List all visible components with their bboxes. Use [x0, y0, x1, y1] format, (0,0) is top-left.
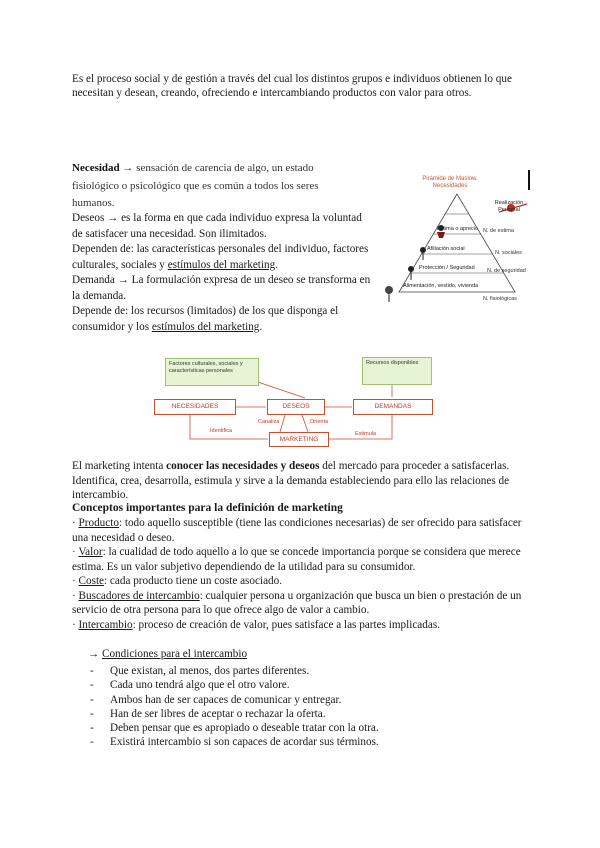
conceptos-heading: Conceptos importantes para la definición de marketing — [72, 502, 343, 514]
maslow-pyramid-image — [379, 168, 535, 308]
list-item: - Existirá intercambio si son capaces de acordar sus términos. — [80, 735, 520, 749]
arrow-icon: → — [117, 274, 129, 286]
necesidad-term: Necesidad — [72, 162, 120, 174]
pyramid-title: Pirámide de Maslow. Necesidades — [422, 176, 478, 189]
demanda-block — [72, 273, 372, 335]
necesidades-box: NECESIDADES — [154, 399, 236, 415]
list-item: - Han de ser libres de aceptar o rechazar la oferta. — [80, 707, 520, 721]
necesidad-text: sensación de carencia de algo, un estado fisiológico o psicológico que es común a todos los seres humanos. — [72, 162, 319, 209]
demanda-depende: Depende de: los recursos (limitados) de los que disponga el consumidor y los — [72, 305, 339, 333]
demanda-text: La formulación expresa de un deseo se transforma en la demanda. — [72, 274, 371, 302]
list-item: - Ambos han de ser capaces de comunicar y entregar. — [80, 693, 520, 707]
condiciones-list — [80, 664, 520, 750]
concept-coste: · Coste: cada producto tiene un coste asociado. — [72, 575, 283, 587]
necesidad-definition — [72, 160, 362, 213]
estimulos-link: estímulos del marketing — [167, 258, 276, 271]
factors-box: Factores culturales, sociales y características personales — [165, 358, 259, 386]
arrow-icon: → — [107, 212, 119, 224]
pyramid-side-3: N. de seguridad — [487, 268, 526, 274]
concept-valor: · Valor: la cualidad de todo aquello a lo que se concede importancia porque se considera que merece estima. Es un valor subjetivo dependiendo de la utilidad para su consumidor. — [72, 546, 521, 573]
concept-producto: · Producto: todo aquello susceptible (tiene las condiciones necesarias) de ser ofrecido para satisfacer una necesidad o deseo. — [72, 517, 522, 544]
list-item: - Deben pensar que es apropiado o deseable tratar con la otra. — [80, 721, 520, 735]
marketing-suffix: del mercado para proceder a satisfacerlas. Identifica, crea, desarrolla, estimula y sirve a la demanda estableciendo para ello las relaciones de intercambio. — [72, 460, 510, 501]
period: . — [259, 320, 263, 333]
deseos-dependen: Dependen de: las características personales del individuo, factores culturales, sociales y — [72, 243, 369, 271]
pyramid-side-1: N. de estima — [483, 228, 514, 234]
deseos-block — [72, 211, 372, 273]
concept-intercambio: · Intercambio: proceso de creación de valor, pues satisface a las partes implicadas. — [72, 618, 440, 631]
arrow-icon: → — [88, 648, 102, 660]
pyramid-side-2: N. sociales — [495, 250, 522, 256]
condiciones-heading — [88, 647, 247, 661]
conceptos-list — [72, 516, 534, 632]
marketing-paragraph — [72, 459, 534, 503]
pyramid-level-5: Alimentación, vestido, vivienda — [403, 283, 479, 289]
demanda-term: Demanda — [72, 274, 115, 286]
intro-paragraph: Es el proceso social y de gestión a través del cual los distintos grupos e individuos obtienen lo que necesitan y desean, creando, ofreciendo e intercambiando productos con valor para otros. — [72, 73, 512, 99]
concept-diagram — [150, 355, 440, 450]
deseos-text: es la forma en que cada individuo expresa la voluntad de satisfacer una necesidad. Son ilimitados. — [72, 212, 362, 240]
deseos-box: DESEOS — [267, 399, 325, 415]
pyramid-level-3: Afiliación social — [427, 246, 465, 252]
marketing-bold: conocer las necesidades y deseos — [166, 460, 320, 472]
arrow-icon: → — [122, 162, 134, 174]
canaliza-label: Canaliza — [258, 419, 280, 425]
pyramid-side-4: N. fisiológicas — [483, 296, 517, 302]
list-item: - Cada uno tendrá algo que el otro valore. — [80, 678, 520, 692]
marketing-prefix: El marketing intenta — [72, 460, 167, 472]
list-item: - Que existan, al menos, dos partes diferentes. — [80, 664, 520, 678]
pyramid-level-4: Protección / Seguridad — [419, 265, 475, 271]
estimulos-link: estímulos del marketing — [151, 320, 260, 333]
condiciones-title: Condiciones para el intercambio — [101, 648, 248, 660]
concept-buscadores: · Buscadores de intercambio: cualquier persona u organización que busca un bien o prestación de un servicio de otra persona para lo que ofrece algo de valor a cambio. — [72, 589, 522, 616]
marketing-box: MARKETING — [269, 432, 329, 447]
period: . — [275, 258, 278, 271]
identifica-label: Identifica — [210, 428, 233, 434]
orienta-label: Orienta — [310, 419, 329, 425]
pyramid-level-1: Realización Personal — [494, 200, 524, 213]
demandas-box: DEMANDAS — [353, 399, 433, 415]
recursos-box: Recursos disponibles — [362, 357, 432, 385]
pyramid-level-2: Estima o aprecio — [437, 226, 478, 232]
deseos-term: Deseos — [72, 212, 105, 224]
estimula-label: Estimula — [355, 431, 377, 437]
